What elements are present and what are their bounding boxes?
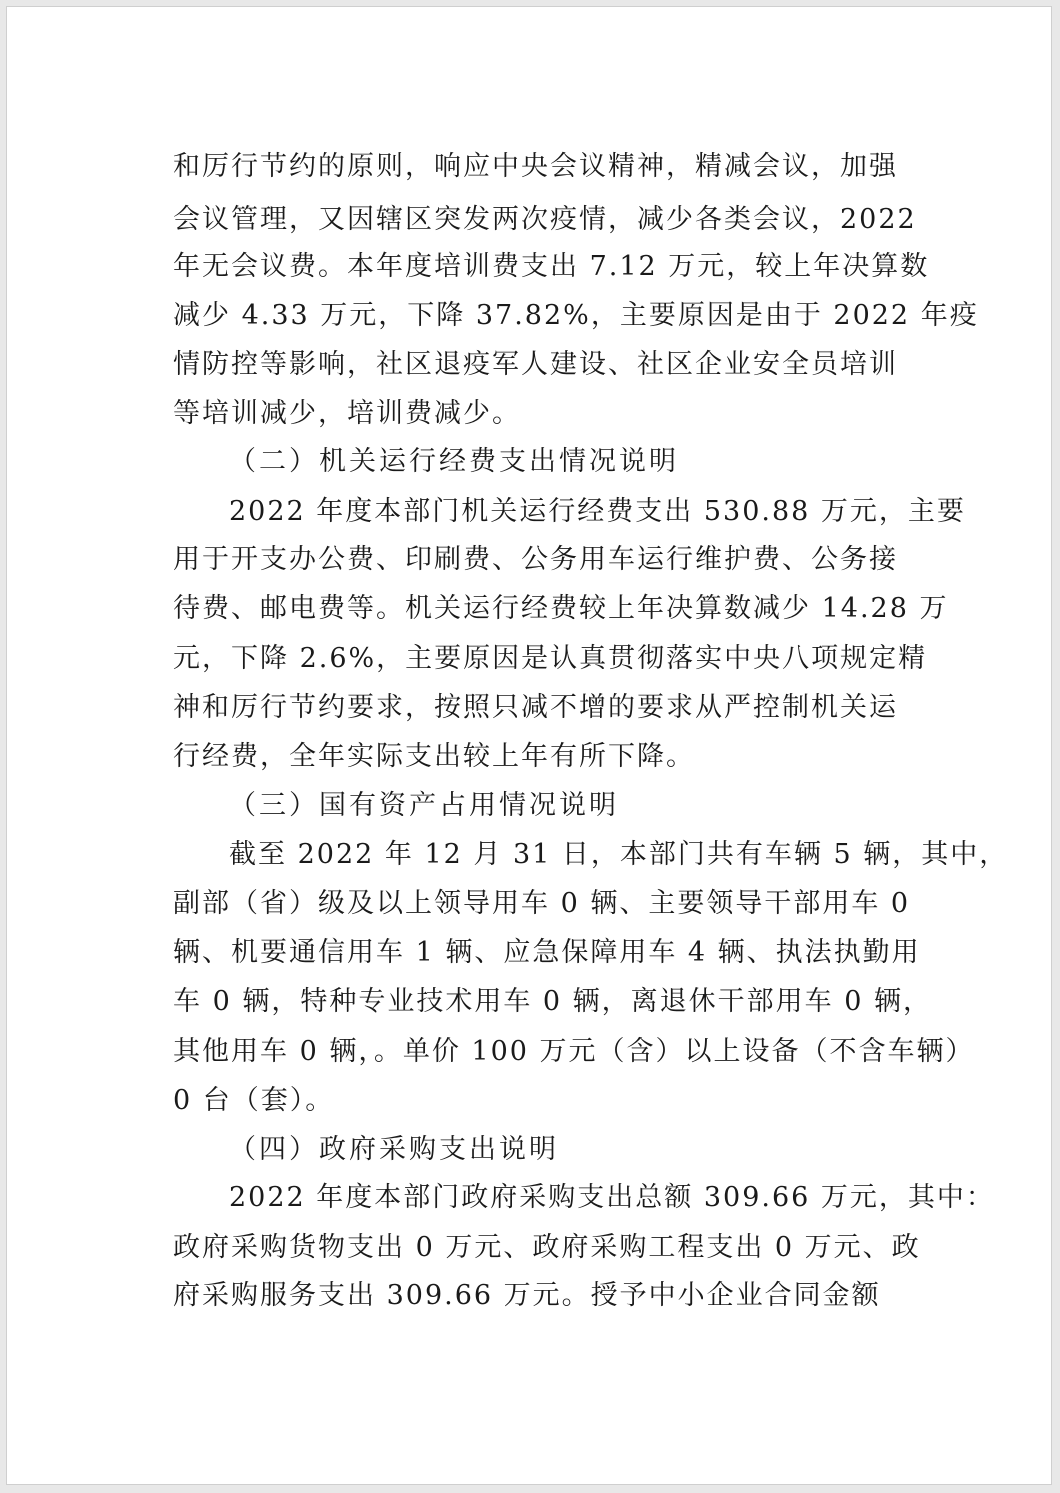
body-line: 辆、机要通信用车 1 辆、应急保障用车 4 辆、执法执勤用 [173, 937, 921, 968]
body-line: 行经费，全年实际支出较上年有所下降。 [173, 741, 695, 772]
body-line: 会议管理，又因辖区突发两次疫情，减少各类会议，2022 [173, 204, 917, 235]
body-line: 待费、邮电费等。机关运行经费较上年决算数减少 14.28 万 [173, 593, 949, 624]
paragraph-first-line: 2022 年度本部门机关运行经费支出 530.88 万元，主要 [229, 496, 966, 527]
section-heading-4: （四）政府采购支出说明 [229, 1134, 559, 1165]
body-line: 年无会议费。本年度培训费支出 7.12 万元，较上年决算数 [173, 251, 930, 282]
body-line: 其他用车 0 辆，。单价 100 万元（含）以上设备（不含车辆） [173, 1036, 975, 1067]
body-line: 神和厉行节约要求，按照只减不增的要求从严控制机关运 [173, 692, 898, 723]
body-line: 和厉行节约的原则，响应中央会议精神，精减会议，加强 [173, 151, 898, 182]
body-line: 减少 4.33 万元，下降 37.82%，主要原因是由于 2022 年疫 [173, 300, 979, 331]
paragraph-first-line: 截至 2022 年 12 月 31 日，本部门共有车辆 5 辆，其中， [229, 839, 1009, 870]
section-heading-3: （三）国有资产占用情况说明 [229, 790, 619, 821]
paragraph-first-line: 2022 年度本部门政府采购支出总额 309.66 万元，其中： [229, 1182, 995, 1213]
body-line: 副部（省）级及以上领导用车 0 辆、主要领导干部用车 0 [173, 888, 911, 919]
body-line: 等培训减少，培训费减少。 [173, 398, 521, 429]
body-line: 元，下降 2.6%，主要原因是认真贯彻落实中央八项规定精 [173, 643, 928, 674]
body-line: 政府采购货物支出 0 万元、政府采购工程支出 0 万元、政 [173, 1232, 921, 1263]
body-line: 车 0 辆，特种专业技术用车 0 辆，离退休干部用车 0 辆， [173, 986, 933, 1017]
body-line: 0 台（套）。 [173, 1085, 335, 1116]
document-page [6, 6, 1052, 1485]
section-heading-2: （二）机关运行经费支出情况说明 [229, 446, 679, 477]
body-line: 用于开支办公费、印刷费、公务用车运行维护费、公务接 [173, 544, 898, 575]
body-line: 情防控等影响，社区退疫军人建设、社区企业安全员培训 [173, 349, 898, 380]
body-line: 府采购服务支出 309.66 万元。授予中小企业合同金额 [173, 1280, 881, 1311]
